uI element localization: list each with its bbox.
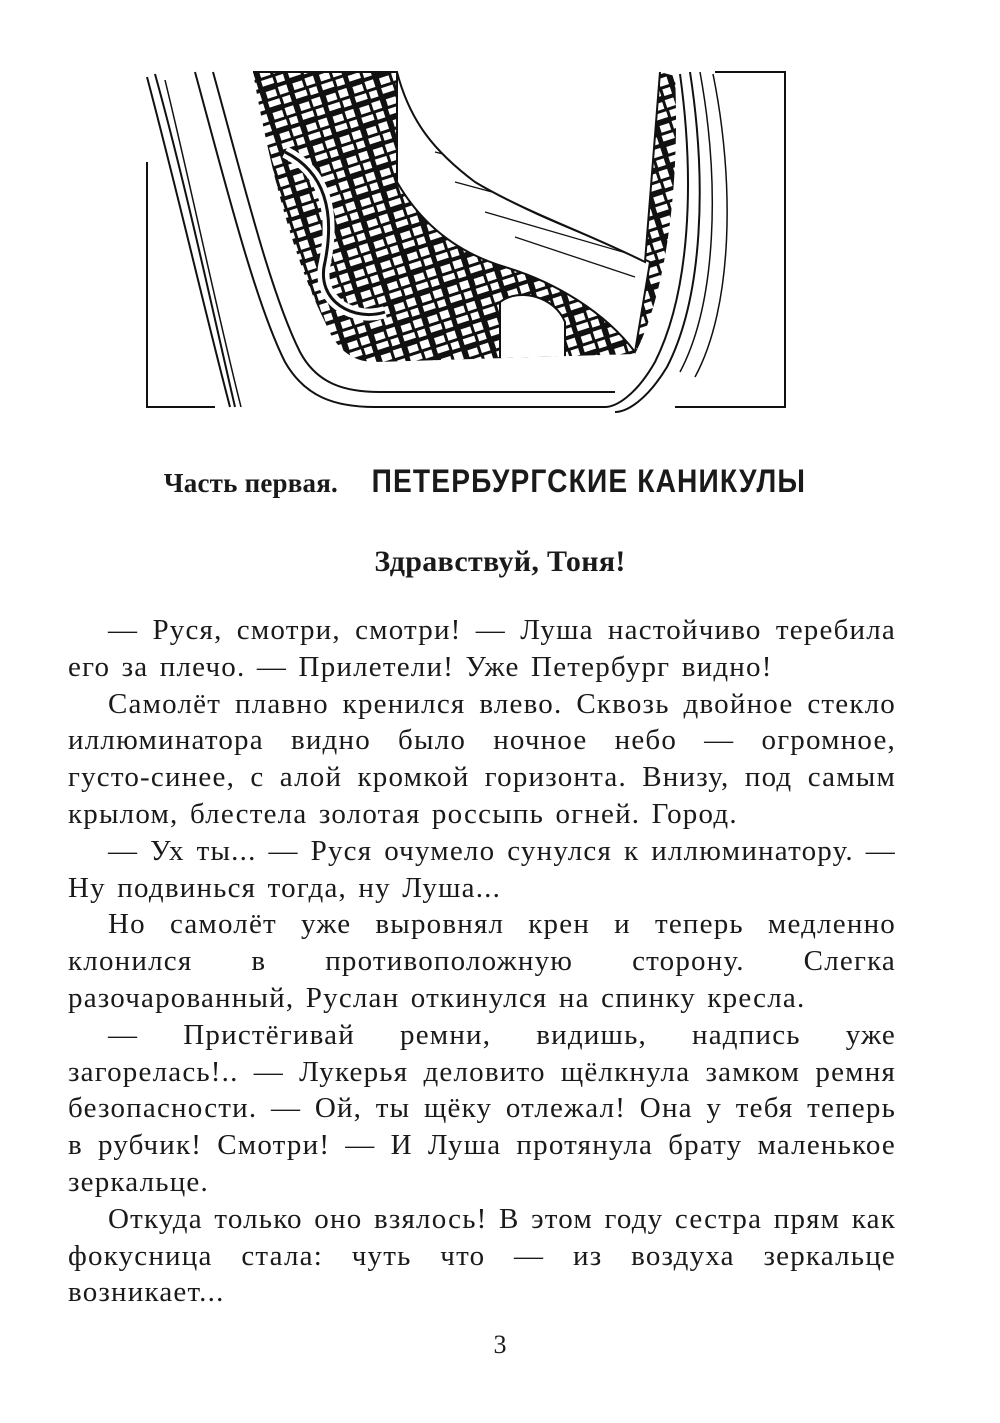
airplane-window-illustration bbox=[135, 62, 795, 422]
part-title: ПЕТЕРБУРГСКИЕ КАНИКУЛЫ bbox=[372, 463, 807, 499]
chapter-title: Здравствуй, Тоня! bbox=[374, 545, 626, 578]
part-label: Часть первая. bbox=[163, 468, 338, 498]
paragraph: Но самолёт уже выровнял крен и теперь медленно клонился в противоположную сторону. Слегка разочарованный, Руслан откинулся на спинку кресла. bbox=[68, 908, 896, 1014]
part-heading bbox=[0, 463, 1000, 500]
body-text bbox=[68, 612, 896, 1311]
paragraph: — Ух ты... — Руся очумело сунулся к иллюминатору. — Ну подвинься тогда, ну Луша... bbox=[68, 834, 896, 904]
page-number: 3 bbox=[493, 1330, 507, 1359]
paragraph: Самолёт плавно кренился влево. Сквозь двойное стекло иллюминатора видно было ночное небо — огромное, густо-синее, с алой кромкой горизонта. Внизу, под самым крылом, блестела золотая россыпь огней. Город. bbox=[68, 687, 896, 830]
paragraph: Откуда только оно взялось! В этом году сестра прям как фокусница стала: чуть что — из воздуха зеркальце возникает... bbox=[68, 1202, 896, 1309]
paragraph: — Руся, смотри, смотри! — Луша настойчиво теребила его за плечо. — Прилетели! Уже Петербург видно! bbox=[68, 614, 896, 683]
paragraph: — Пристёгивай ремни, видишь, надпись уже загорелась!.. — Лукерья деловито щёлкнула замком ремня безопасности. — Ой, ты щёку отлежал! Она у тебя теперь в рубчик! Смотри! — И Луша протянула брату маленькое зеркальце. bbox=[68, 1018, 896, 1198]
